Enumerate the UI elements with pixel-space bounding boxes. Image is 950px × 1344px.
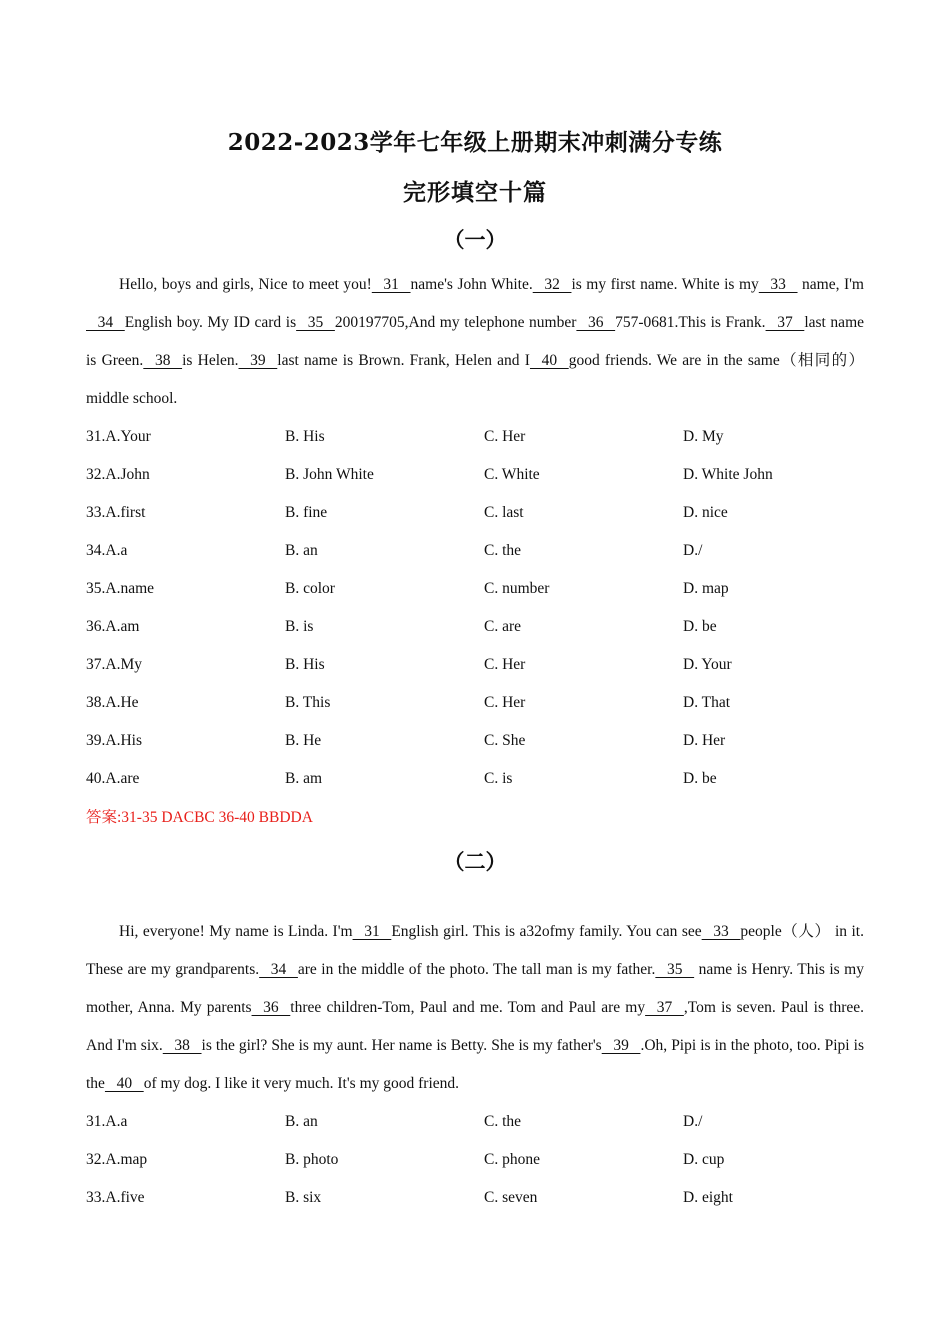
blank-38: 38 <box>143 352 183 369</box>
option-d: D. That <box>683 694 731 711</box>
option-b: B. am <box>285 770 323 787</box>
option-a: 32.A.John <box>86 466 150 483</box>
option-row <box>86 608 886 646</box>
blank-35: 35 <box>296 314 335 331</box>
option-b: B. color <box>285 580 335 597</box>
option-b: B. His <box>285 656 325 673</box>
option-b: B. This <box>285 694 331 711</box>
blank-31: 31 <box>371 276 411 293</box>
passage1-answer: 答案:31-35 DACBC 36-40 BBDDA <box>86 809 313 826</box>
passage-text-segment: name's John White. <box>410 276 533 293</box>
passage-text-segment: name, I'm <box>797 276 864 293</box>
option-b: B. He <box>285 732 322 749</box>
option-d: D. be <box>683 618 717 635</box>
option-c: C. phone <box>484 1151 540 1168</box>
option-a: 39.A.His <box>86 732 142 749</box>
passage1-text <box>86 266 864 418</box>
option-row <box>86 684 886 722</box>
passage-text-segment: is the girl? She is my aunt. Her name is Betty. She is my father's <box>201 1037 602 1054</box>
option-a: 31.A.a <box>86 1113 128 1130</box>
option-row <box>86 1141 886 1179</box>
option-d: D. be <box>683 770 717 787</box>
option-c: C. seven <box>484 1189 538 1206</box>
option-a: 31.A.Your <box>86 428 151 445</box>
option-d: D. map <box>683 580 729 597</box>
option-row <box>86 570 886 608</box>
document-subtitle: 完形填空十篇 <box>403 179 547 206</box>
option-b: B. fine <box>285 504 328 521</box>
passage-text-segment: of my dog. I like it very much. It's my good friend. <box>143 1075 460 1092</box>
option-b: B. His <box>285 428 325 445</box>
option-c: C. last <box>484 504 524 521</box>
option-c: C. Her <box>484 656 526 673</box>
blank-39: 39 <box>238 352 278 369</box>
option-a: 33.A.five <box>86 1189 145 1206</box>
passage-text-segment: English boy. My ID card is <box>124 314 297 331</box>
option-c: C. number <box>484 580 550 597</box>
option-d: D. nice <box>683 504 728 521</box>
option-a: 36.A.am <box>86 618 140 635</box>
passage2-heading: （二） <box>443 849 507 874</box>
option-c: C. White <box>484 466 540 483</box>
option-row <box>86 1103 886 1141</box>
blank-33: 33 <box>701 923 741 940</box>
document-title: 2022-2023学年七年级上册期末冲刺满分专练 <box>227 129 723 156</box>
option-row <box>86 494 886 532</box>
blank-40: 40 <box>104 1075 144 1092</box>
passage-text-segment: .Oh, Pipi is in the photo, too. Pipi is the <box>86 1037 864 1092</box>
passage1-heading: （一） <box>443 227 507 252</box>
option-row <box>86 760 886 798</box>
option-row <box>86 646 886 684</box>
passage-text-segment: people（人） in it. These are my grandparents. <box>86 923 864 978</box>
option-d: D./ <box>683 542 703 559</box>
option-b: B. six <box>285 1189 322 1206</box>
option-c: C. the <box>484 1113 522 1130</box>
passage-text-segment: English girl. This is a32ofmy family. You can see <box>391 923 702 940</box>
blank-34: 34 <box>86 314 125 331</box>
passage-text-segment: Hi, everyone! My name is Linda. I'm <box>119 923 353 940</box>
blank-37: 37 <box>645 999 684 1016</box>
passage-text-segment: ,Tom is seven. Paul is three. And I'm six. <box>86 999 865 1054</box>
blank-34: 34 <box>259 961 298 978</box>
blank-35: 35 <box>655 961 695 978</box>
option-c: C. are <box>484 618 522 635</box>
option-c: C. is <box>484 770 513 787</box>
option-row <box>86 722 886 760</box>
blank-37: 37 <box>765 314 805 331</box>
blank-40: 40 <box>529 352 569 369</box>
option-a: 35.A.name <box>86 580 155 597</box>
passage-text-segment: name is Henry. This is my mother, Anna. My parents <box>86 961 864 1016</box>
blank-38: 38 <box>162 1037 202 1054</box>
blank-36: 36 <box>251 999 291 1016</box>
passage-text-segment: last name is Brown. Frank, Helen and I <box>277 352 530 369</box>
option-b: B. an <box>285 1113 318 1130</box>
option-row <box>86 532 886 570</box>
passage2-options <box>86 1103 886 1217</box>
option-b: B. is <box>285 618 314 635</box>
option-a: 40.A.are <box>86 770 140 787</box>
passage-text-segment: is my first name. White is my <box>571 276 759 293</box>
passage-text-segment: 757-0681.This is Frank. <box>615 314 766 331</box>
option-a: 37.A.My <box>86 656 142 673</box>
option-row <box>86 1179 886 1217</box>
blank-39: 39 <box>601 1037 641 1054</box>
option-d: D. My <box>683 428 724 445</box>
passage-text-segment: is Helen. <box>182 352 239 369</box>
passage1-options <box>86 418 886 798</box>
passage2-text <box>86 913 864 1103</box>
blank-31: 31 <box>352 923 392 940</box>
blank-32: 32 <box>532 276 572 293</box>
option-c: C. the <box>484 542 522 559</box>
option-d: D. cup <box>683 1151 725 1168</box>
blank-33: 33 <box>758 276 798 293</box>
option-d: D./ <box>683 1113 703 1130</box>
option-c: C. Her <box>484 428 526 445</box>
passage-text-segment: 200197705,And my telephone number <box>334 314 577 331</box>
option-row <box>86 418 886 456</box>
option-a: 34.A.a <box>86 542 128 559</box>
option-b: B. photo <box>285 1151 339 1168</box>
option-d: D. Your <box>683 656 732 673</box>
passage-text-segment: are in the middle of the photo. The tall man is my father. <box>297 961 656 978</box>
option-b: B. John White <box>285 466 374 483</box>
passage-text-segment: good friends. We are in the same（相同的）middle school. <box>86 352 864 407</box>
option-b: B. an <box>285 542 318 559</box>
option-d: D. Her <box>683 732 726 749</box>
option-row <box>86 456 886 494</box>
option-a: 32.A.map <box>86 1151 148 1168</box>
option-c: C. Her <box>484 694 526 711</box>
option-a: 33.A.first <box>86 504 146 521</box>
passage-text-segment: Hello, boys and girls, Nice to meet you! <box>119 276 372 293</box>
option-d: D. White John <box>683 466 773 483</box>
option-a: 38.A.He <box>86 694 139 711</box>
passage-text-segment: three children-Tom, Paul and me. Tom and Paul are my <box>290 999 646 1016</box>
passage-text-segment: last name is Green. <box>86 314 864 369</box>
option-d: D. eight <box>683 1189 733 1206</box>
blank-36: 36 <box>576 314 616 331</box>
option-c: C. She <box>484 732 526 749</box>
